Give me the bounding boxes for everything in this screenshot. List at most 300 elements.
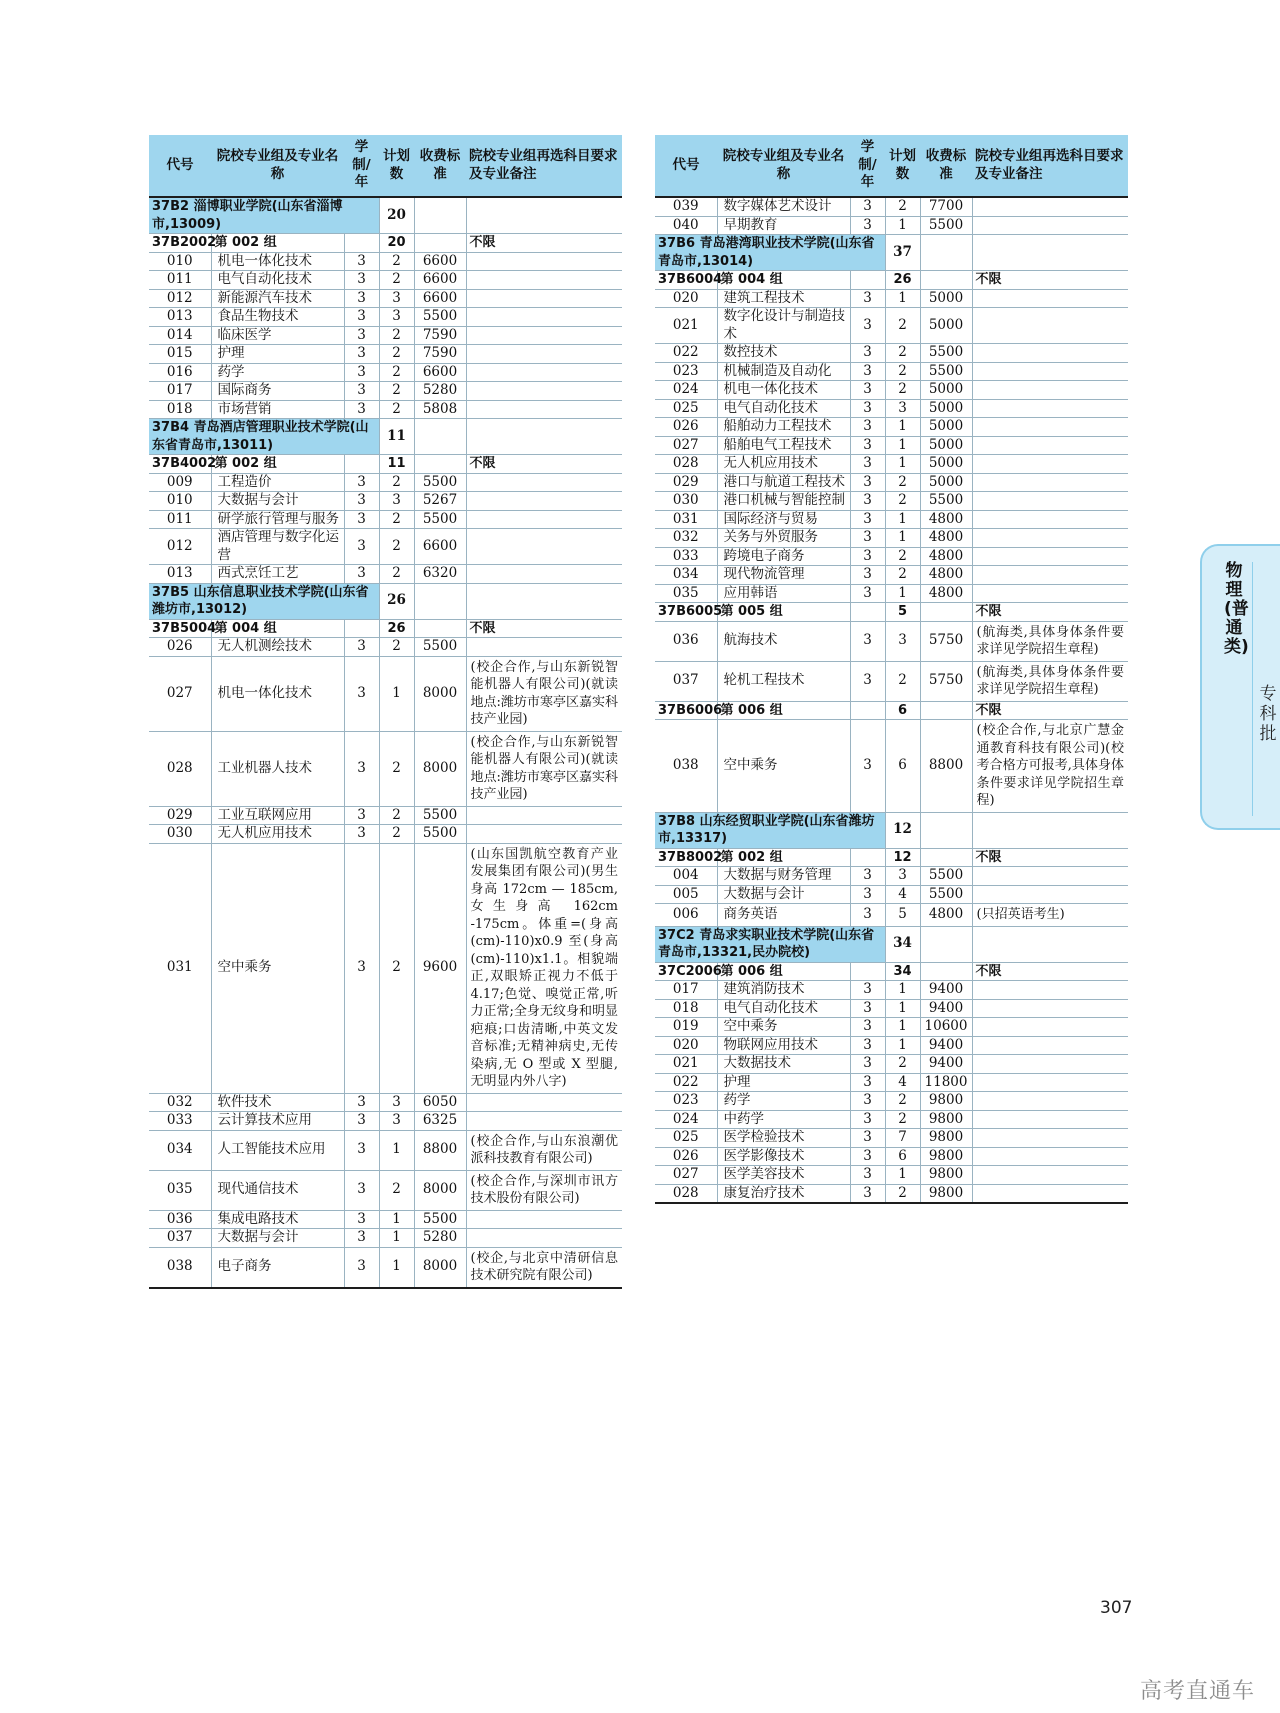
major-name: 大数据与会计 <box>717 885 850 904</box>
major-row <box>655 1018 1128 1037</box>
major-row <box>149 843 622 1093</box>
major-plan: 3 <box>379 492 414 511</box>
school-row <box>149 583 622 619</box>
major-fee: 5500 <box>920 492 972 511</box>
header-remark: 院校专业组再选科目要求及专业备注 <box>972 135 1128 197</box>
major-remark: (校企合作,与山东新锐智能机器人有限公司)(就读地点:潍坊市寒亭区嘉实科技产业园) <box>466 731 622 806</box>
major-fee: 9800 <box>920 1110 972 1129</box>
major-fee: 5000 <box>920 418 972 437</box>
major-years: 3 <box>344 638 379 657</box>
major-years: 3 <box>344 252 379 271</box>
major-fee: 9800 <box>920 1092 972 1111</box>
major-name: 集成电路技术 <box>211 1210 344 1229</box>
header-plan: 计划数 <box>379 135 414 197</box>
major-fee: 5000 <box>920 473 972 492</box>
major-row <box>655 1036 1128 1055</box>
major-plan: 2 <box>885 547 920 566</box>
major-code: 010 <box>149 492 211 511</box>
major-years: 3 <box>344 345 379 364</box>
major-plan: 1 <box>379 1130 414 1170</box>
major-fee: 4800 <box>920 904 972 927</box>
major-code: 021 <box>655 308 717 344</box>
major-years: 3 <box>850 867 885 886</box>
major-code: 018 <box>149 400 211 419</box>
major-years: 3 <box>344 731 379 806</box>
group-row <box>655 603 1128 622</box>
major-name: 商务英语 <box>717 904 850 927</box>
major-name: 电气自动化技术 <box>717 999 850 1018</box>
group-remark: 不限 <box>972 271 1128 290</box>
major-remark <box>466 1210 622 1229</box>
group-fee <box>920 701 972 720</box>
major-remark <box>972 381 1128 400</box>
major-remark <box>466 510 622 529</box>
major-code: 022 <box>655 344 717 363</box>
major-years: 3 <box>344 473 379 492</box>
major-remark <box>972 436 1128 455</box>
major-remark <box>972 1110 1128 1129</box>
group-years <box>850 701 885 720</box>
major-remark <box>466 825 622 844</box>
major-name: 航海技术 <box>717 621 850 661</box>
major-plan: 2 <box>379 326 414 345</box>
group-name: 第 004 组 <box>717 271 850 290</box>
major-plan: 2 <box>885 381 920 400</box>
major-remark <box>466 473 622 492</box>
major-remark <box>972 547 1128 566</box>
major-plan: 6 <box>885 720 920 813</box>
major-fee: 5000 <box>920 381 972 400</box>
major-name: 物联网应用技术 <box>717 1036 850 1055</box>
group-row <box>149 455 622 474</box>
major-code: 027 <box>149 656 211 731</box>
major-years: 3 <box>850 1110 885 1129</box>
major-years: 3 <box>850 904 885 927</box>
major-name: 机电一体化技术 <box>717 381 850 400</box>
major-years: 3 <box>850 1073 885 1092</box>
major-remark <box>972 1036 1128 1055</box>
major-name: 软件技术 <box>211 1093 344 1112</box>
major-remark <box>972 981 1128 1000</box>
group-fee <box>414 619 466 638</box>
major-remark <box>972 867 1128 886</box>
major-code: 017 <box>655 981 717 1000</box>
group-years <box>344 455 379 474</box>
group-row <box>149 619 622 638</box>
major-name: 轮机工程技术 <box>717 661 850 701</box>
major-years: 3 <box>850 1092 885 1111</box>
group-years <box>850 603 885 622</box>
major-plan: 3 <box>379 1112 414 1131</box>
major-remark: (校企合作,与山东浪潮优派科技教育有限公司) <box>466 1130 622 1170</box>
major-plan: 1 <box>379 1247 414 1288</box>
major-plan: 2 <box>379 1170 414 1210</box>
major-remark <box>466 492 622 511</box>
major-plan: 1 <box>885 529 920 548</box>
major-row <box>655 999 1128 1018</box>
major-fee: 5808 <box>414 400 466 419</box>
major-fee: 4800 <box>920 510 972 529</box>
major-remark <box>972 1055 1128 1074</box>
major-fee: 6600 <box>414 363 466 382</box>
group-years <box>344 234 379 253</box>
major-name: 应用韩语 <box>717 584 850 603</box>
major-name: 新能源汽车技术 <box>211 289 344 308</box>
major-years: 3 <box>850 492 885 511</box>
major-fee: 5000 <box>920 289 972 308</box>
major-plan: 6 <box>885 1147 920 1166</box>
group-remark: 不限 <box>972 701 1128 720</box>
school-fee-empty <box>414 583 466 619</box>
major-row <box>149 289 622 308</box>
major-code: 019 <box>655 1018 717 1037</box>
major-remark <box>972 399 1128 418</box>
major-row <box>655 492 1128 511</box>
group-code: 37B6006 <box>655 701 717 720</box>
major-plan: 2 <box>885 1092 920 1111</box>
major-code: 026 <box>655 418 717 437</box>
school-name: 37B5 山东信息职业技术学院(山东省潍坊市,13012) <box>149 583 379 619</box>
group-code: 37B5004 <box>149 619 211 638</box>
major-code: 013 <box>149 565 211 584</box>
major-code: 030 <box>149 825 211 844</box>
major-row <box>655 473 1128 492</box>
group-remark: 不限 <box>466 619 622 638</box>
school-remark-empty <box>972 926 1128 962</box>
major-name: 数控技术 <box>717 344 850 363</box>
school-name: 37C2 青岛求实职业技术学院(山东省青岛市,13321,民办院校) <box>655 926 885 962</box>
group-row <box>655 701 1128 720</box>
major-remark <box>972 510 1128 529</box>
major-years: 3 <box>850 381 885 400</box>
major-years: 3 <box>850 584 885 603</box>
major-fee: 10600 <box>920 1018 972 1037</box>
major-years: 3 <box>344 1130 379 1170</box>
major-years: 3 <box>344 1170 379 1210</box>
major-years: 3 <box>344 289 379 308</box>
major-years: 3 <box>850 399 885 418</box>
major-years: 3 <box>344 806 379 825</box>
major-fee: 9800 <box>920 1129 972 1148</box>
major-row <box>149 363 622 382</box>
major-plan: 4 <box>885 885 920 904</box>
major-name: 工业机器人技术 <box>211 731 344 806</box>
school-remark-empty <box>972 235 1128 271</box>
major-remark: (航海类,具体身体条件要求详见学院招生章程) <box>972 661 1128 701</box>
major-fee: 7590 <box>414 326 466 345</box>
major-code: 036 <box>655 621 717 661</box>
header-years: 学制/年 <box>344 135 379 197</box>
major-plan: 1 <box>885 1166 920 1185</box>
major-plan: 1 <box>885 289 920 308</box>
major-years: 3 <box>850 1166 885 1185</box>
major-row <box>149 656 622 731</box>
admission-table-left <box>149 135 622 1289</box>
major-plan: 1 <box>885 584 920 603</box>
major-plan: 2 <box>379 345 414 364</box>
major-plan: 3 <box>885 867 920 886</box>
group-name: 第 002 组 <box>211 234 344 253</box>
major-name: 医学影像技术 <box>717 1147 850 1166</box>
major-code: 027 <box>655 1166 717 1185</box>
group-fee <box>920 962 972 981</box>
school-remark-empty <box>466 583 622 619</box>
major-row <box>655 216 1128 235</box>
major-years: 3 <box>850 1147 885 1166</box>
major-years: 3 <box>850 289 885 308</box>
major-row <box>655 621 1128 661</box>
major-row <box>149 731 622 806</box>
major-years: 3 <box>344 1210 379 1229</box>
major-code: 031 <box>149 843 211 1093</box>
header-fee: 收费标准 <box>920 135 972 197</box>
major-plan: 2 <box>379 731 414 806</box>
major-years: 3 <box>850 1184 885 1203</box>
major-row <box>655 566 1128 585</box>
major-code: 004 <box>655 867 717 886</box>
major-plan: 2 <box>379 252 414 271</box>
school-remark-empty <box>466 419 622 455</box>
major-code: 025 <box>655 399 717 418</box>
major-name: 食品生物技术 <box>211 308 344 327</box>
major-years: 3 <box>344 1093 379 1112</box>
major-row <box>149 382 622 401</box>
major-code: 033 <box>149 1112 211 1131</box>
major-years: 3 <box>344 1247 379 1288</box>
major-name: 空中乘务 <box>717 1018 850 1037</box>
major-remark: (山东国凯航空教育产业发展集团有限公司)(男生身高 172cm — 185cm,女生身高 162cm -175cm。体重=(身高(cm)-110)x0.9 至(身高(cm)-110)x1.1。相貌端正,双眼矫正视力不低于4.17;色觉、嗅觉正常,听力正常;全身无纹身和明显疤痕;口齿清晰,中英文发音标准;无精神病史,无传染病,无 O 型或 X 型腿,无明显内外八字) <box>466 843 622 1093</box>
major-row <box>149 326 622 345</box>
major-fee: 6600 <box>414 252 466 271</box>
major-code: 028 <box>655 455 717 474</box>
school-plan: 20 <box>379 197 414 234</box>
group-name: 第 002 组 <box>211 455 344 474</box>
major-name: 机电一体化技术 <box>211 656 344 731</box>
major-row <box>149 1093 622 1112</box>
major-code: 022 <box>655 1073 717 1092</box>
major-fee: 5500 <box>414 638 466 657</box>
major-row <box>149 825 622 844</box>
major-remark <box>466 1229 622 1248</box>
school-fee-empty <box>920 235 972 271</box>
major-code: 029 <box>655 473 717 492</box>
major-code: 006 <box>655 904 717 927</box>
major-years: 3 <box>344 510 379 529</box>
major-code: 036 <box>149 1210 211 1229</box>
major-plan: 2 <box>885 492 920 511</box>
major-code: 031 <box>655 510 717 529</box>
major-years: 3 <box>344 271 379 290</box>
major-code: 033 <box>655 547 717 566</box>
school-remark-empty <box>466 197 622 234</box>
side-tab-category: 物理(普通类) <box>1224 561 1249 657</box>
major-code: 034 <box>149 1130 211 1170</box>
major-row <box>655 981 1128 1000</box>
major-code: 038 <box>655 720 717 813</box>
major-years: 3 <box>850 216 885 235</box>
major-fee: 5280 <box>414 382 466 401</box>
major-name: 药学 <box>211 363 344 382</box>
major-fee: 4800 <box>920 547 972 566</box>
side-tab-batch: 专科批 <box>1259 684 1277 744</box>
group-row <box>655 962 1128 981</box>
major-row <box>655 1055 1128 1074</box>
group-years <box>850 848 885 867</box>
major-plan: 2 <box>885 362 920 381</box>
school-plan: 26 <box>379 583 414 619</box>
major-fee: 5000 <box>920 455 972 474</box>
major-years: 3 <box>850 1055 885 1074</box>
major-fee: 5267 <box>414 492 466 511</box>
major-remark <box>466 1112 622 1131</box>
major-remark: (校企合作,与山东新锐智能机器人有限公司)(就读地点:潍坊市寒亭区嘉实科技产业园) <box>466 656 622 731</box>
major-remark <box>466 1093 622 1112</box>
group-plan: 5 <box>885 603 920 622</box>
header-code: 代号 <box>149 135 211 197</box>
major-row <box>655 1166 1128 1185</box>
major-years: 3 <box>850 418 885 437</box>
major-plan: 2 <box>885 566 920 585</box>
major-plan: 2 <box>379 529 414 565</box>
major-fee: 5500 <box>414 473 466 492</box>
major-code: 024 <box>655 1110 717 1129</box>
major-remark <box>972 492 1128 511</box>
group-plan: 26 <box>379 619 414 638</box>
school-plan: 34 <box>885 926 920 962</box>
section-side-tab <box>1200 544 1280 830</box>
major-fee: 6325 <box>414 1112 466 1131</box>
major-name: 电气自动化技术 <box>717 399 850 418</box>
group-fee <box>920 603 972 622</box>
school-fee-empty <box>414 197 466 234</box>
major-remark <box>466 308 622 327</box>
major-fee: 5500 <box>920 362 972 381</box>
major-remark <box>972 418 1128 437</box>
major-fee: 9800 <box>920 1147 972 1166</box>
group-remark: 不限 <box>972 962 1128 981</box>
major-years: 3 <box>344 363 379 382</box>
major-code: 016 <box>149 363 211 382</box>
group-code: 37C2006 <box>655 962 717 981</box>
major-code: 020 <box>655 1036 717 1055</box>
major-years: 3 <box>850 510 885 529</box>
major-plan: 1 <box>885 510 920 529</box>
major-row <box>655 1092 1128 1111</box>
major-fee: 5500 <box>920 885 972 904</box>
major-plan: 1 <box>379 1210 414 1229</box>
group-years <box>850 962 885 981</box>
group-code: 37B8002 <box>655 848 717 867</box>
major-remark <box>972 1147 1128 1166</box>
major-code: 012 <box>149 529 211 565</box>
major-remark: (航海类,具体身体条件要求详见学院招生章程) <box>972 621 1128 661</box>
major-code: 014 <box>149 326 211 345</box>
major-row <box>149 252 622 271</box>
major-years: 3 <box>850 529 885 548</box>
major-name: 工程造价 <box>211 473 344 492</box>
header-remark: 院校专业组再选科目要求及专业备注 <box>466 135 622 197</box>
major-remark <box>972 999 1128 1018</box>
major-row <box>655 661 1128 701</box>
major-fee: 5500 <box>414 1210 466 1229</box>
major-plan: 2 <box>379 638 414 657</box>
major-years: 3 <box>344 825 379 844</box>
group-code: 37B6005 <box>655 603 717 622</box>
major-years: 3 <box>850 308 885 344</box>
major-fee: 5000 <box>920 399 972 418</box>
major-name: 建筑工程技术 <box>717 289 850 308</box>
major-code: 020 <box>655 289 717 308</box>
major-fee: 4800 <box>920 566 972 585</box>
major-code: 013 <box>149 308 211 327</box>
major-row <box>149 529 622 565</box>
major-fee: 5500 <box>920 344 972 363</box>
major-plan: 3 <box>379 1093 414 1112</box>
group-row <box>655 271 1128 290</box>
major-fee: 9400 <box>920 999 972 1018</box>
school-row <box>655 235 1128 271</box>
major-fee: 5500 <box>414 825 466 844</box>
group-fee <box>414 234 466 253</box>
major-name: 早期教育 <box>717 216 850 235</box>
major-remark <box>972 455 1128 474</box>
major-years: 3 <box>850 455 885 474</box>
major-name: 空中乘务 <box>211 843 344 1093</box>
group-code: 37B4002 <box>149 455 211 474</box>
major-name: 酒店管理与数字化运营 <box>211 529 344 565</box>
major-years: 3 <box>850 1036 885 1055</box>
major-fee: 6600 <box>414 529 466 565</box>
header-code: 代号 <box>655 135 717 197</box>
header-years: 学制/年 <box>850 135 885 197</box>
major-row <box>655 1147 1128 1166</box>
major-years: 3 <box>344 400 379 419</box>
major-fee: 9400 <box>920 981 972 1000</box>
watermark: 高考直通车 <box>1140 1679 1256 1704</box>
major-plan: 2 <box>379 565 414 584</box>
group-plan: 20 <box>379 234 414 253</box>
school-name: 37B2 淄博职业学院(山东省淄博市,13009) <box>149 197 379 234</box>
major-remark <box>466 363 622 382</box>
major-row <box>655 362 1128 381</box>
major-fee: 9800 <box>920 1184 972 1203</box>
major-name: 船舶电气工程技术 <box>717 436 850 455</box>
group-years <box>850 271 885 290</box>
group-name: 第 005 组 <box>717 603 850 622</box>
major-code: 037 <box>655 661 717 701</box>
major-fee: 9400 <box>920 1036 972 1055</box>
group-code: 37B6004 <box>655 271 717 290</box>
major-code: 029 <box>149 806 211 825</box>
major-plan: 3 <box>885 621 920 661</box>
header-fee: 收费标准 <box>414 135 466 197</box>
major-remark <box>972 584 1128 603</box>
major-name: 数字媒体艺术设计 <box>717 197 850 216</box>
major-fee: 5000 <box>920 308 972 344</box>
major-plan: 2 <box>885 197 920 216</box>
major-row <box>149 271 622 290</box>
major-name: 港口机械与智能控制 <box>717 492 850 511</box>
major-code: 011 <box>149 271 211 290</box>
major-code: 032 <box>655 529 717 548</box>
group-name: 第 006 组 <box>717 701 850 720</box>
major-row <box>655 529 1128 548</box>
school-name: 37B4 青岛酒店管理职业技术学院(山东省青岛市,13011) <box>149 419 379 455</box>
major-fee: 8000 <box>414 1247 466 1288</box>
major-fee: 6320 <box>414 565 466 584</box>
group-plan: 11 <box>379 455 414 474</box>
major-remark <box>466 289 622 308</box>
